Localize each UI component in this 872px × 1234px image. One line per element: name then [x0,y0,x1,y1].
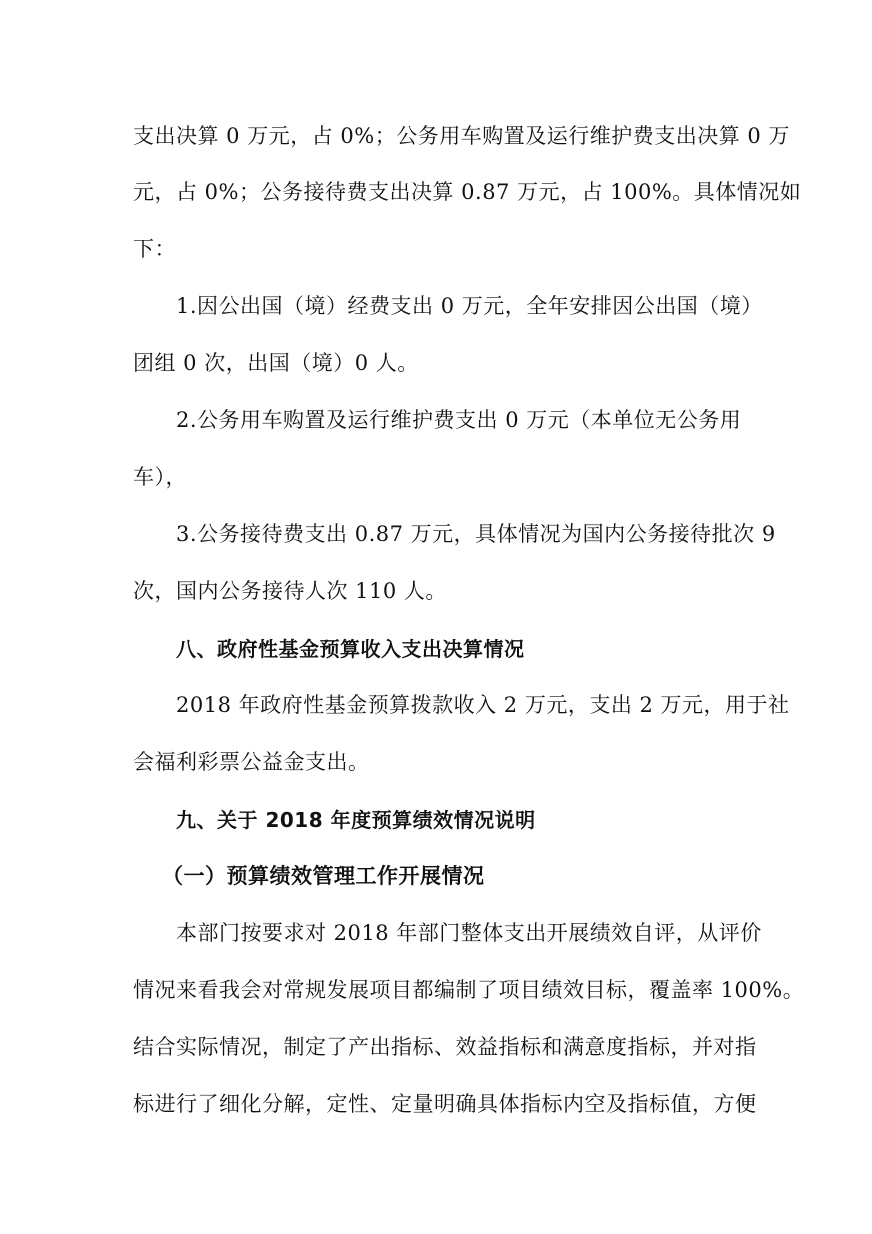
paragraph-line: 会福利彩票公益金支出。 [133,750,370,774]
paragraph-line: 支出决算 0 万元，占 0%；公务用车购置及运行维护费支出决算 0 万 [133,124,790,148]
list-item-3-continued: 次，国内公务接待人次 110 人。 [133,579,447,603]
list-item-1-continued: 团组 0 次，出国（境）0 人。 [133,351,419,375]
paragraph-line: 情况来看我会对常规发展项目都编制了项目绩效目标，覆盖率 100%。 [133,978,805,1002]
paragraph-line: 元，占 0%；公务接待费支出决算 0.87 万元，占 100%。具体情况如 [133,180,802,204]
subsection-heading-1: （一）预算绩效管理工作开展情况 [162,863,485,888]
paragraph-line: 结合实际情况，制定了产出指标、效益指标和满意度指标，并对指 [133,1035,757,1059]
list-item-3: 3.公务接待费支出 0.87 万元，具体情况为国内公务接待批次 9 [176,522,776,546]
paragraph-line: 标进行了细化分解，定性、定量明确具体指标内空及指标值，方便 [133,1092,757,1116]
list-item-2: 2.公务用车购置及运行维护费支出 0 万元（本单位无公务用 [176,408,742,432]
section-heading-9: 九、关于 2018 年度预算绩效情况说明 [176,808,536,832]
list-item-1: 1.因公出国（境）经费支出 0 万元，全年安排因公出国（境） [176,294,763,318]
section-heading-8: 八、政府性基金预算收入支出决算情况 [176,637,525,661]
paragraph-line: 本部门按要求对 2018 年部门整体支出开展绩效自评，从评价 [176,921,762,945]
paragraph-line: 下： [133,237,176,261]
list-item-2-continued: 车）， [133,465,187,489]
paragraph-line: 2018 年政府性基金预算拨款收入 2 万元，支出 2 万元，用于社 [176,693,790,717]
